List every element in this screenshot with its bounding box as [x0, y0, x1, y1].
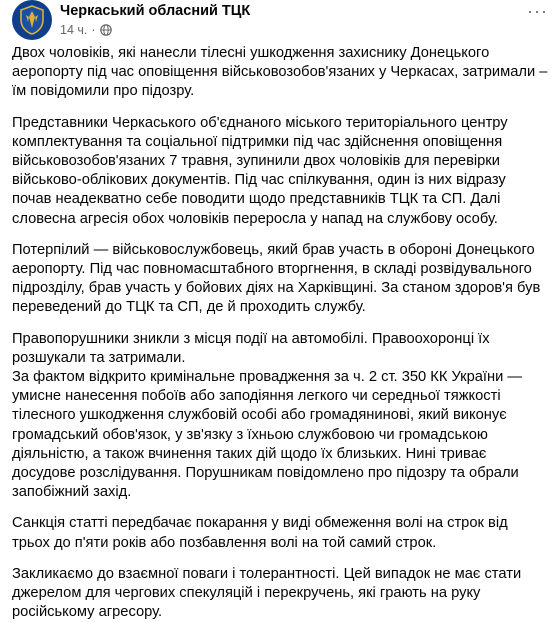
post-time[interactable]: 14 ч. — [60, 23, 88, 37]
post-body — [12, 44, 548, 622]
separator-dot: · — [91, 23, 96, 37]
emblem-shield-icon — [19, 5, 45, 35]
post-paragraph: Потерпілий — військовослужбовець, який брав участь в обороні Донецького аеропорту. Під час повномасштабного вторгнення, в складі розвідувального підрозділу, брав участь у бойових діях на Харківщині. За станом здоров'я був переведений до ТЦК та СП, де й проходить службу. — [12, 241, 541, 316]
post-paragraph: Санкція статті передбачає покарання у виді обмеження волі на строк від трьох до п'яти років або позбавлення волі на той самий строк. — [12, 515, 508, 551]
post-paragraph: За фактом відкрито кримінальне провадження за ч. 2 ст. 350 КК України — умисне нанесення побоїв або заподіяння легкого чи середньої тяжкості тілесного ушкодження службовій особі або громадянинові, який виконує громадський обов'язок, у зв'язку з їхньою службовою чи громадською діяльністю, а також вчинення таких дій щодо їх близьких. Нині триває досудове розслідування. Порушникам повідомлено про підозру та обрали запобіжний захід. — [12, 369, 523, 501]
post-paragraph: Двох чоловіків, які нанесли тілесні ушкодження захиснику Донецького аеропорту під час оповіщення військовозобов'язаних у Черкасах, затримали – їм повідомили про підозру. — [12, 45, 548, 100]
more-options-icon[interactable]: ··· — [527, 1, 548, 21]
post-meta — [60, 0, 250, 39]
post-header — [12, 0, 548, 44]
page-name[interactable]: Черкаський обласний ТЦК — [60, 3, 251, 19]
globe-icon — [100, 24, 112, 36]
post-paragraph: Правопорушники зникли з місця події на автомобілі. Правоохоронці їх розшукали та затримали. — [12, 330, 490, 366]
post-paragraph: Закликаємо до взаємної поваги і толерантності. Цей випадок не має стати джерелом для чергових спекуляцій і перекручень, які грають на руку російському агресору. — [12, 565, 522, 621]
page-avatar[interactable] — [12, 0, 52, 40]
post-paragraph: Представники Черкаського об'єднаного міського територіального центру комплектування та соціальної підтримки під час здійснення оповіщення військовозобов'язаних 7 травня, зупинили двох чоловіків для перевірки військово-облікових документів. Під час спілкування, один із них відразу почав неадекватно себе поводити щодо представників ТЦК та СП. Далі словесна агресія обох чоловіків переросла у напад на службову особу. — [12, 114, 508, 227]
post-subline — [60, 21, 250, 39]
